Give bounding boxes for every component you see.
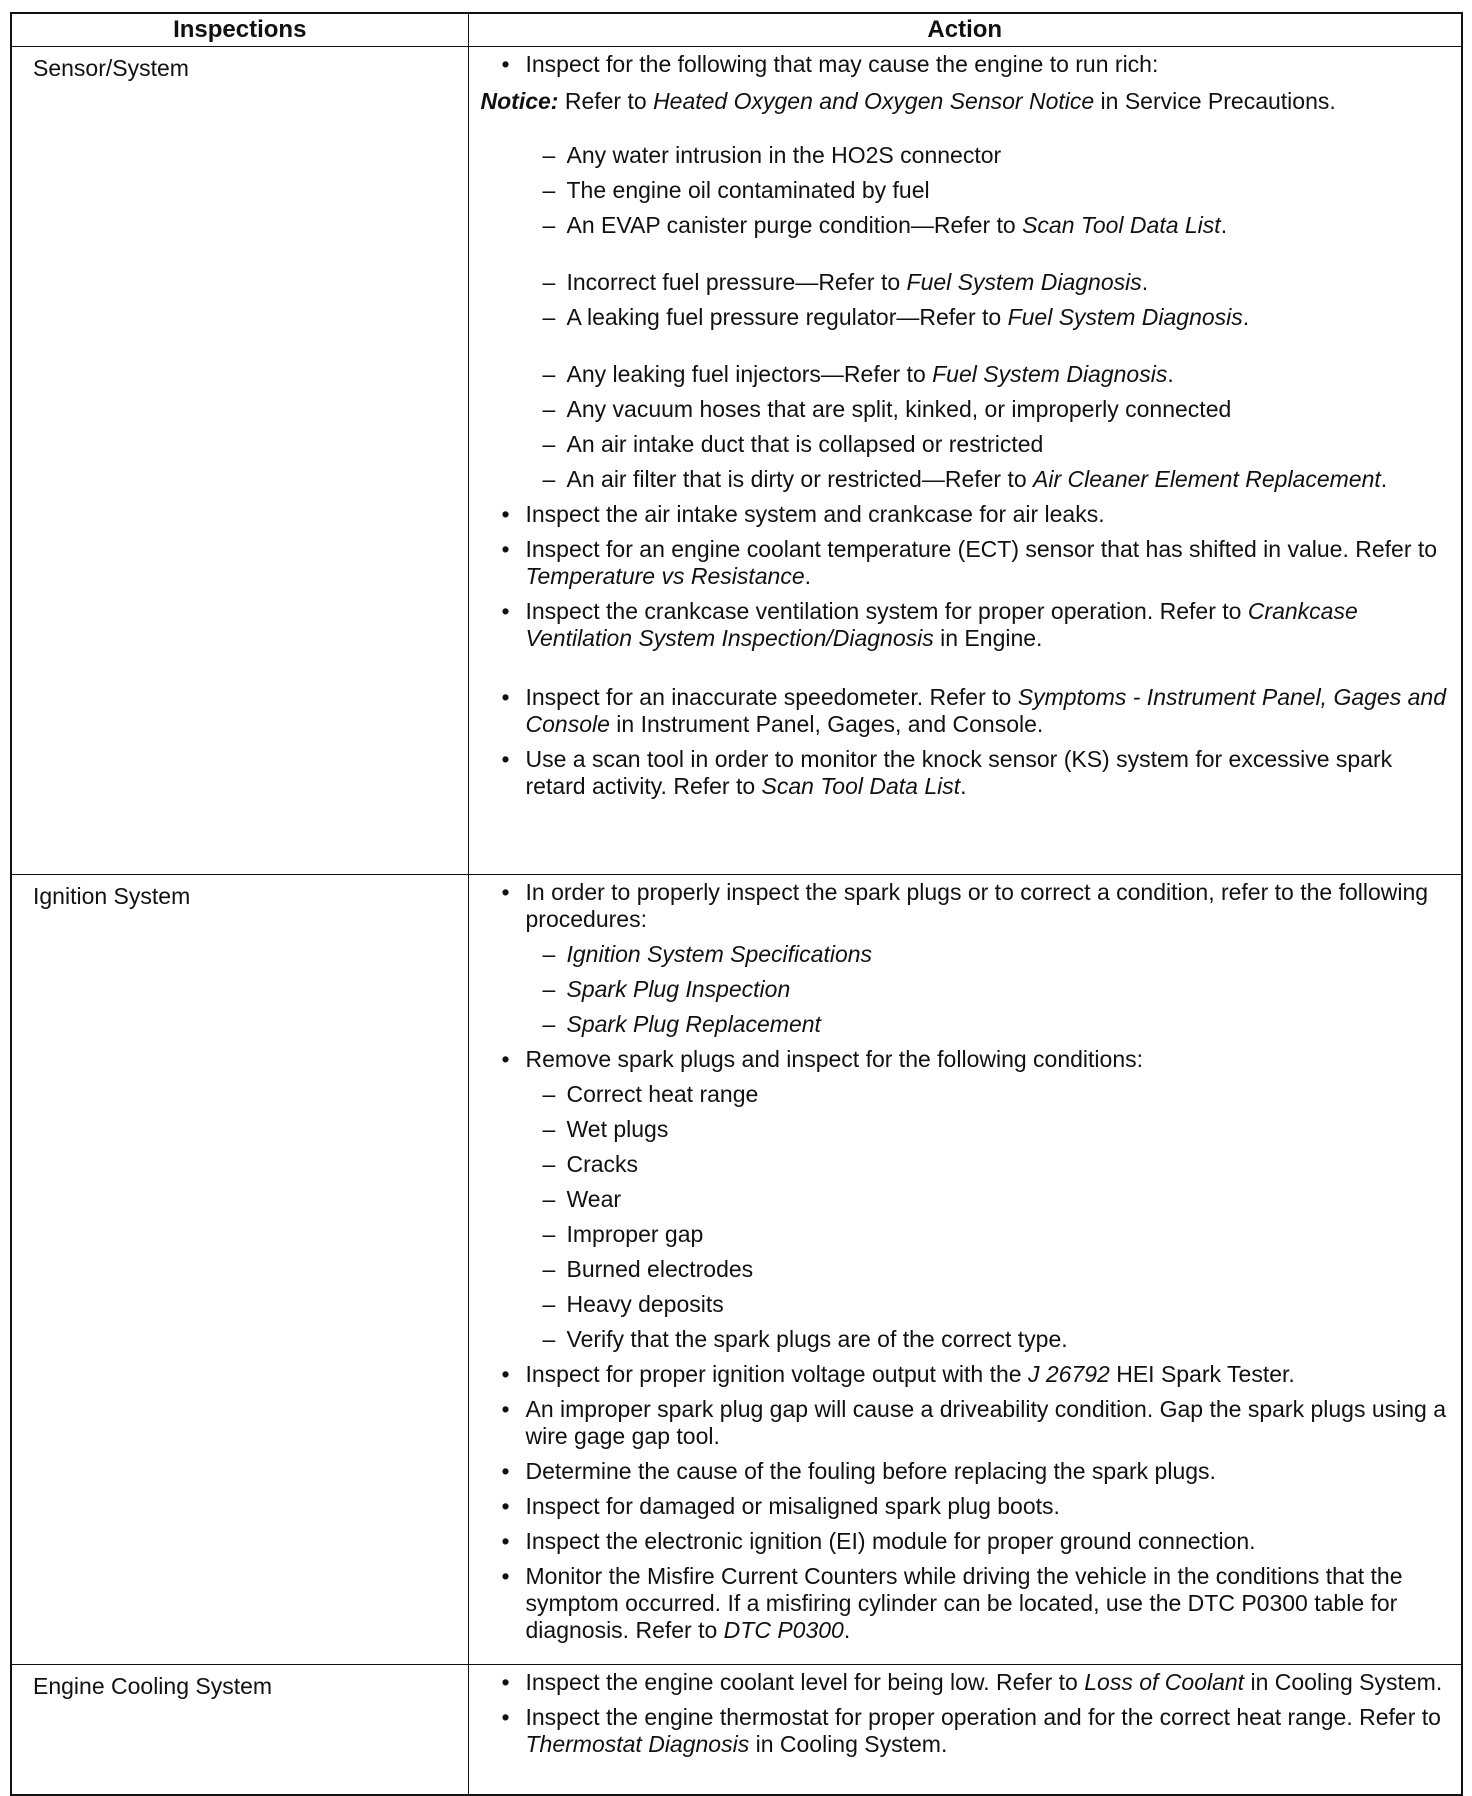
bullet-item: • Inspect for the following that may cause the engine to run rich: xyxy=(501,51,1159,77)
dash-item: – Burned electrodes xyxy=(542,1256,754,1282)
dash-item: – An air filter that is dirty or restricted—Refer to Air Cleaner Element Replacement. xyxy=(542,466,1388,492)
dash-item: – An EVAP canister purge condition—Refer to Scan Tool Data List. xyxy=(542,212,1228,238)
bullet-item: • Inspect for an engine coolant temperature (ECT) sensor that has shifted in value. Refer to Temperature vs Resistance. xyxy=(501,536,1438,589)
dash-item: – Any vacuum hoses that are split, kinked, or improperly connected xyxy=(542,396,1232,422)
inspection-cell: Engine Cooling System xyxy=(11,1665,468,1795)
dash-item: – Correct heat range xyxy=(542,1081,759,1107)
dash-item: – Spark Plug Inspection xyxy=(542,976,791,1002)
dash-item: – Ignition System Specifications xyxy=(542,941,873,967)
bullet-item: • Inspect the air intake system and crankcase for air leaks. xyxy=(501,501,1105,527)
bullet-item: • In order to properly inspect the spark plugs or to correct a condition, refer to the following procedures: xyxy=(501,879,1429,932)
dash-item: – Wet plugs xyxy=(542,1116,669,1142)
dash-item: – An air intake duct that is collapsed or restricted xyxy=(542,431,1044,457)
bullet-item: • Inspect the engine thermostat for proper operation and for the correct heat range. Refer to Thermostat Diagnosis in Cooling System. xyxy=(501,1704,1441,1757)
dash-item: – Spark Plug Replacement xyxy=(542,1011,821,1037)
header-row xyxy=(11,13,1462,47)
bullet-item: • An improper spark plug gap will cause a driveability condition. Gap the spark plugs using a wire gage gap tool. xyxy=(501,1396,1447,1449)
bullet-item: • Inspect the engine coolant level for being low. Refer to Loss of Coolant in Cooling System. xyxy=(501,1669,1443,1695)
action-cell xyxy=(468,1665,1462,1795)
bullet-item: • Remove spark plugs and inspect for the following conditions: xyxy=(501,1046,1144,1072)
inspection-cell: Ignition System xyxy=(11,875,468,1665)
table-row xyxy=(11,1665,1462,1795)
bullet-item: • Inspect for an inaccurate speedometer. Refer to Symptoms - Instrument Panel, Gages and Console in Instrument Panel, Gages, and Console. xyxy=(501,684,1446,737)
bullet-item: • Inspect the electronic ignition (EI) module for proper ground connection. xyxy=(501,1528,1256,1554)
header-inspections: Inspections xyxy=(11,13,468,47)
dash-item: – Wear xyxy=(542,1186,622,1212)
bullet-item: • Inspect the crankcase ventilation system for proper operation. Refer to Crankcase Ventilation System Inspection/Diagnosis in Engine. xyxy=(501,598,1358,651)
action-cell xyxy=(468,875,1462,1665)
table-row xyxy=(11,875,1462,1665)
notice-text: Notice: Refer to Heated Oxygen and Oxygen Sensor Notice in Service Precautions. xyxy=(480,88,1336,114)
header-action: Action xyxy=(468,13,1462,47)
bullet-item: • Monitor the Misfire Current Counters while driving the vehicle in the conditions that the symptom occurred. If a misfiring cylinder can be located, use the DTC P0300 table for diagnosis. Refer to DTC P0300. xyxy=(501,1563,1403,1643)
dash-item: – The engine oil contaminated by fuel xyxy=(542,177,930,203)
bullet-item: • Use a scan tool in order to monitor the knock sensor (KS) system for excessive spark retard activity. Refer to Scan Tool Data List. xyxy=(501,746,1393,799)
action-cell xyxy=(468,47,1462,875)
dash-item: – Any water intrusion in the HO2S connector xyxy=(542,142,1002,168)
table-row xyxy=(11,47,1462,875)
dash-item: – A leaking fuel pressure regulator—Refer to Fuel System Diagnosis. xyxy=(542,304,1250,330)
dash-item: – Cracks xyxy=(542,1151,639,1177)
dash-item: – Heavy deposits xyxy=(542,1291,724,1317)
inspection-table xyxy=(10,12,1463,1796)
dash-item: – Improper gap xyxy=(542,1221,704,1247)
bullet-item: • Determine the cause of the fouling before replacing the spark plugs. xyxy=(501,1458,1216,1484)
dash-item: – Incorrect fuel pressure—Refer to Fuel System Diagnosis. xyxy=(542,269,1149,295)
dash-item: – Any leaking fuel injectors—Refer to Fuel System Diagnosis. xyxy=(542,361,1174,387)
dash-item: – Verify that the spark plugs are of the correct type. xyxy=(542,1326,1068,1352)
bullet-item: • Inspect for damaged or misaligned spark plug boots. xyxy=(501,1493,1060,1519)
inspection-cell: Sensor/System xyxy=(11,47,468,875)
bullet-item: • Inspect for proper ignition voltage output with the J 26792 HEI Spark Tester. xyxy=(501,1361,1295,1387)
